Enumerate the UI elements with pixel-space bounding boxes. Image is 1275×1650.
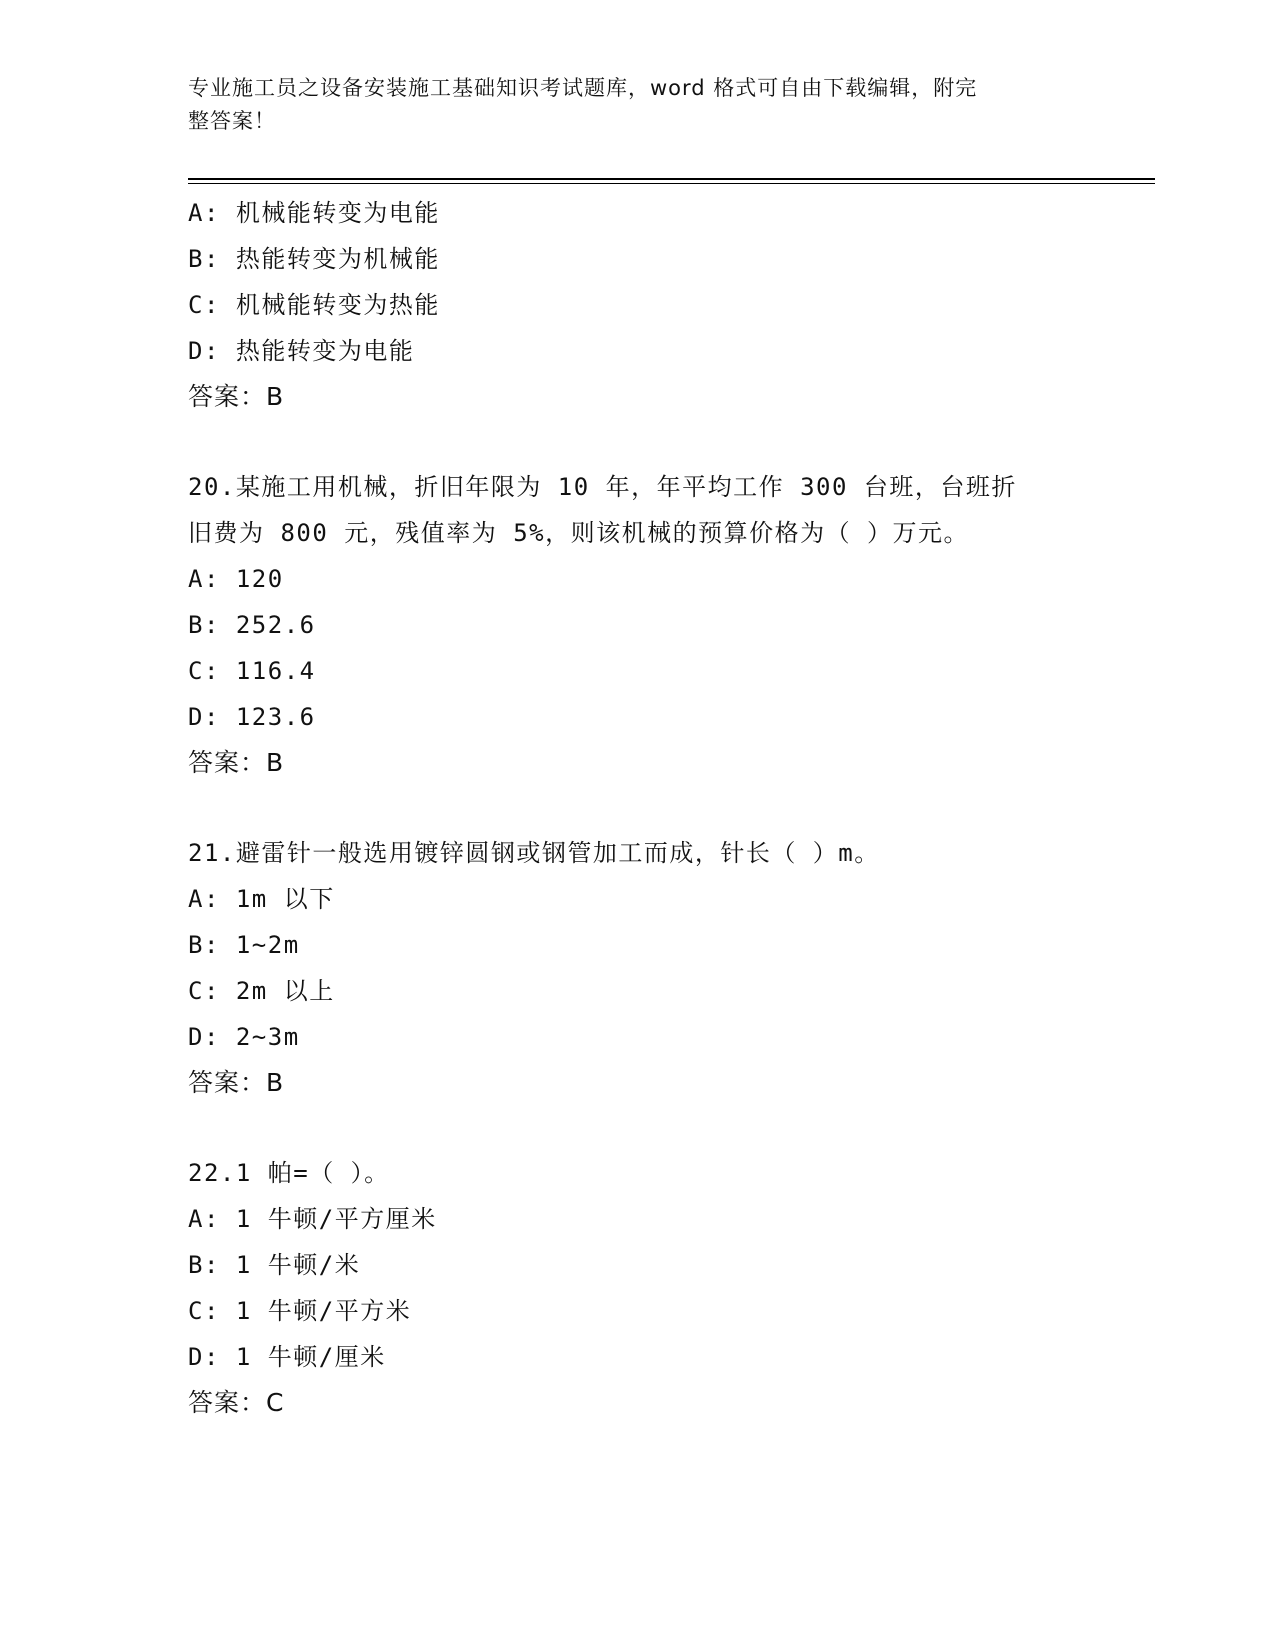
question-block-21: [188, 830, 1148, 1106]
question-spacer: [188, 786, 1148, 830]
header-line-2: 整答案！: [188, 109, 276, 133]
option-d: D: 1 牛顿/厘米: [188, 1343, 386, 1371]
option-a: A: 1m 以下: [188, 885, 335, 913]
question-block-22: [188, 1150, 1148, 1426]
question-list: [188, 190, 1148, 1426]
header-line-1: 专业施工员之设备安装施工基础知识考试题库，word 格式可自由下载编辑，附完: [188, 76, 978, 100]
question-text-line-1: 21.避雷针一般选用镀锌圆钢或钢管加工而成，针长（ ）m。: [188, 839, 880, 867]
option-c: C: 机械能转变为热能: [188, 291, 440, 319]
question-block-20: [188, 464, 1148, 786]
answer-label: 答案：C: [188, 1388, 285, 1417]
option-b: B: 1~2m: [188, 931, 300, 959]
option-c: C: 2m 以上: [188, 977, 335, 1005]
option-a: A: 120: [188, 565, 284, 593]
question-text-line-2: 旧费为 800 元，残值率为 5%，则该机械的预算价格为（ ）万元。: [188, 519, 970, 547]
header-divider-thin: [188, 183, 1155, 184]
answer-label: 答案：B: [188, 1068, 285, 1097]
header-divider-thick: [188, 178, 1155, 180]
question-text-line-1: 22.1 帕=（ ）。: [188, 1159, 390, 1187]
option-d: D: 热能转变为电能: [188, 337, 415, 365]
question-spacer: [188, 420, 1148, 464]
document-header: [188, 72, 1088, 138]
option-a: A: 1 牛顿/平方厘米: [188, 1205, 437, 1233]
option-d: D: 2~3m: [188, 1023, 300, 1051]
question-text-line-1: 20.某施工用机械，折旧年限为 10 年，年平均工作 300 台班，台班折: [188, 473, 1017, 501]
question-spacer: [188, 1106, 1148, 1150]
option-b: B: 热能转变为机械能: [188, 245, 440, 273]
option-c: C: 1 牛顿/平方米: [188, 1297, 412, 1325]
answer-label: 答案：B: [188, 382, 285, 411]
option-c: C: 116.4: [188, 657, 316, 685]
option-d: D: 123.6: [188, 703, 316, 731]
option-b: B: 1 牛顿/米: [188, 1251, 361, 1279]
option-a: A: 机械能转变为电能: [188, 199, 440, 227]
answer-label: 答案：B: [188, 748, 285, 777]
question-block-19: [188, 190, 1148, 420]
option-b: B: 252.6: [188, 611, 316, 639]
